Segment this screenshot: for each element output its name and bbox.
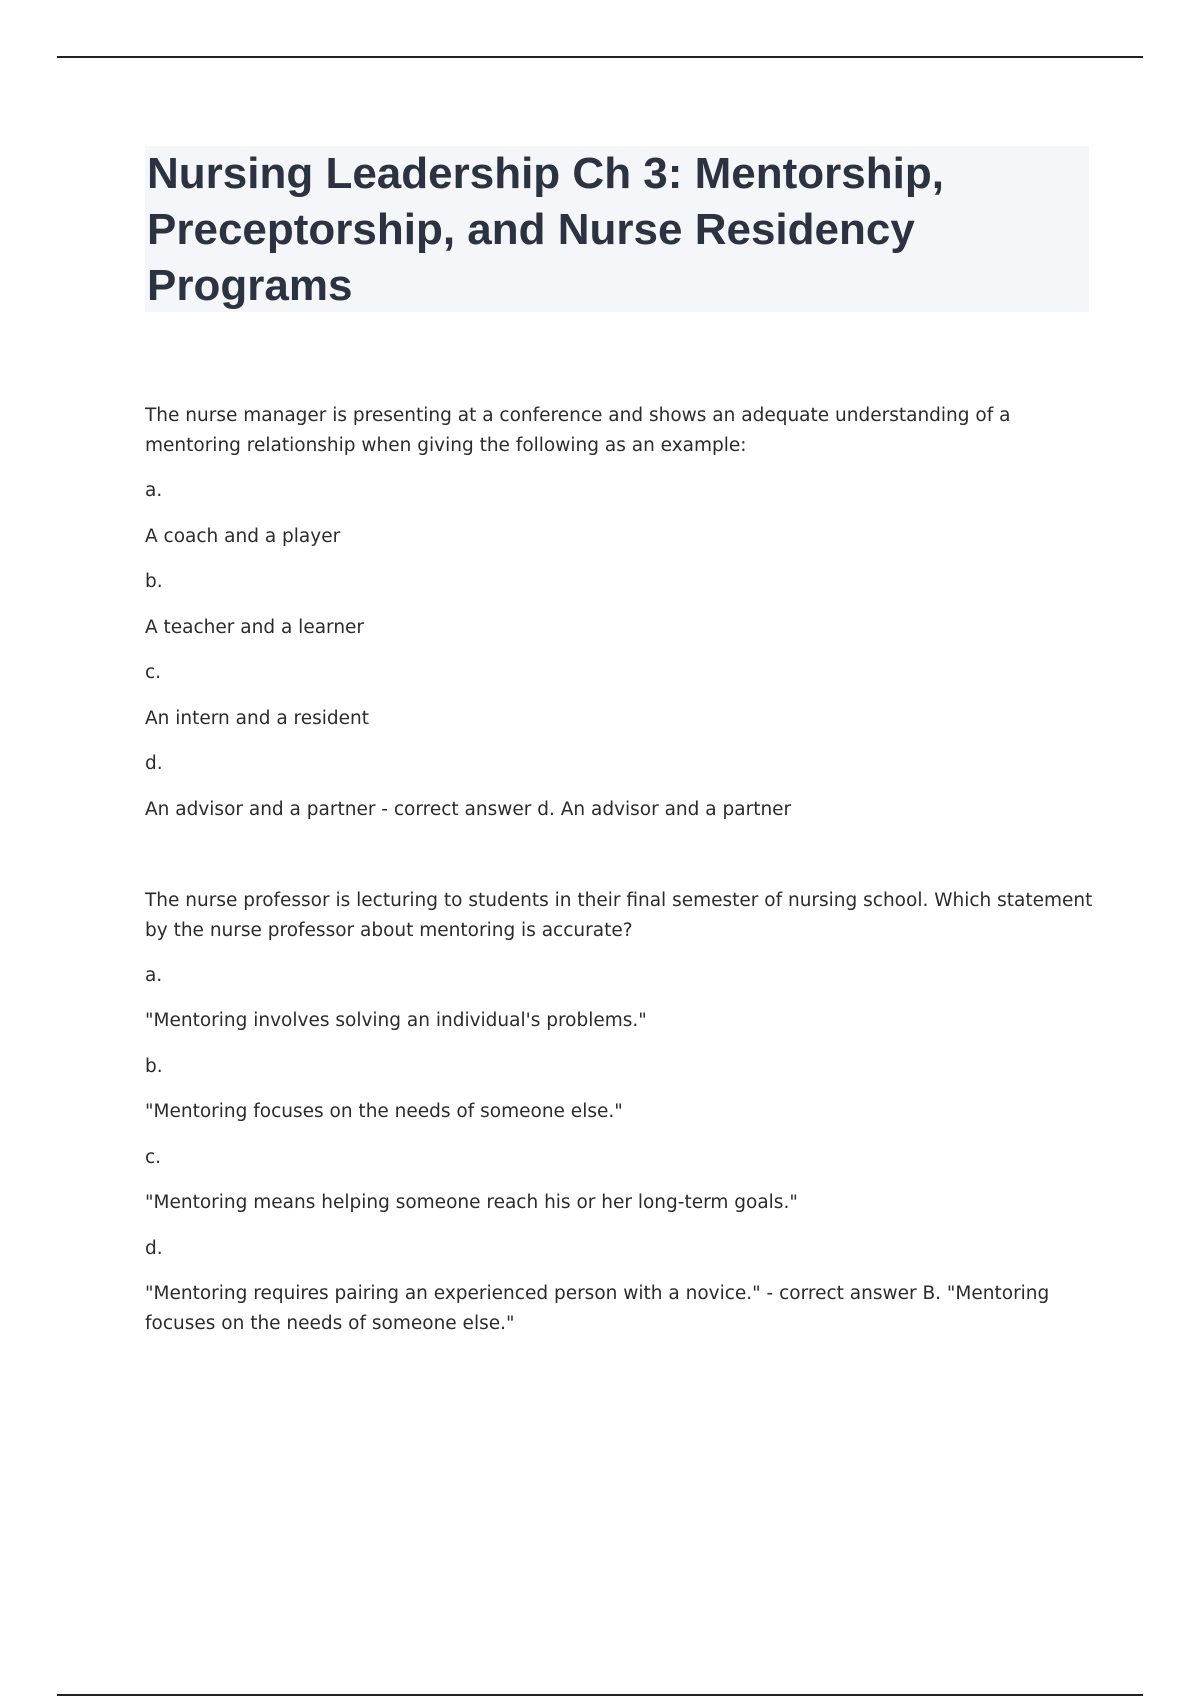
question-2-option-a-letter: a.	[145, 965, 163, 986]
document-title: Nursing Leadership Ch 3: Mentorship, Preceptorship, and Nurse Residency Programs	[147, 149, 944, 310]
question-2-option-d-text: "Mentoring requires pairing an experienced person with a novice." - correct answer B. "Mentoring focuses on the needs of someone else."	[145, 1283, 1050, 1334]
question-1-stem: The nurse manager is presenting at a conference and shows an adequate understanding of a mentoring relationship when giving the following as an example:	[145, 405, 1011, 456]
bottom-rule	[57, 1694, 1143, 1696]
question-2-option-a-text: "Mentoring involves solving an individual's problems."	[145, 1010, 647, 1031]
question-2-option-b-letter: b.	[145, 1056, 163, 1077]
question-1-option-a-text: A coach and a player	[145, 526, 341, 547]
question-1-option-b-text: A teacher and a learner	[145, 617, 365, 638]
question-2-option-c-letter: c.	[145, 1147, 162, 1168]
question-1-option-c-text: An intern and a resident	[145, 708, 370, 729]
question-1-option-d-letter: d.	[145, 753, 163, 774]
question-1-option-c-letter: c.	[145, 662, 162, 683]
question-2-option-c-text: "Mentoring means helping someone reach his or her long-term goals."	[145, 1192, 798, 1213]
question-1-option-d-text: An advisor and a partner - correct answer d. An advisor and a partner	[145, 799, 792, 820]
question-1-option-a-letter: a.	[145, 480, 163, 501]
question-1-option-b-letter: b.	[145, 571, 163, 592]
question-2-option-b-text: "Mentoring focuses on the needs of someone else."	[145, 1101, 623, 1122]
top-rule	[57, 56, 1143, 58]
question-2-stem: The nurse professor is lecturing to students in their final semester of nursing school. Which statement by the nurse professor about mentoring is accurate?	[145, 890, 1093, 941]
title-box	[145, 146, 1089, 312]
question-2-option-d-letter: d.	[145, 1238, 163, 1259]
